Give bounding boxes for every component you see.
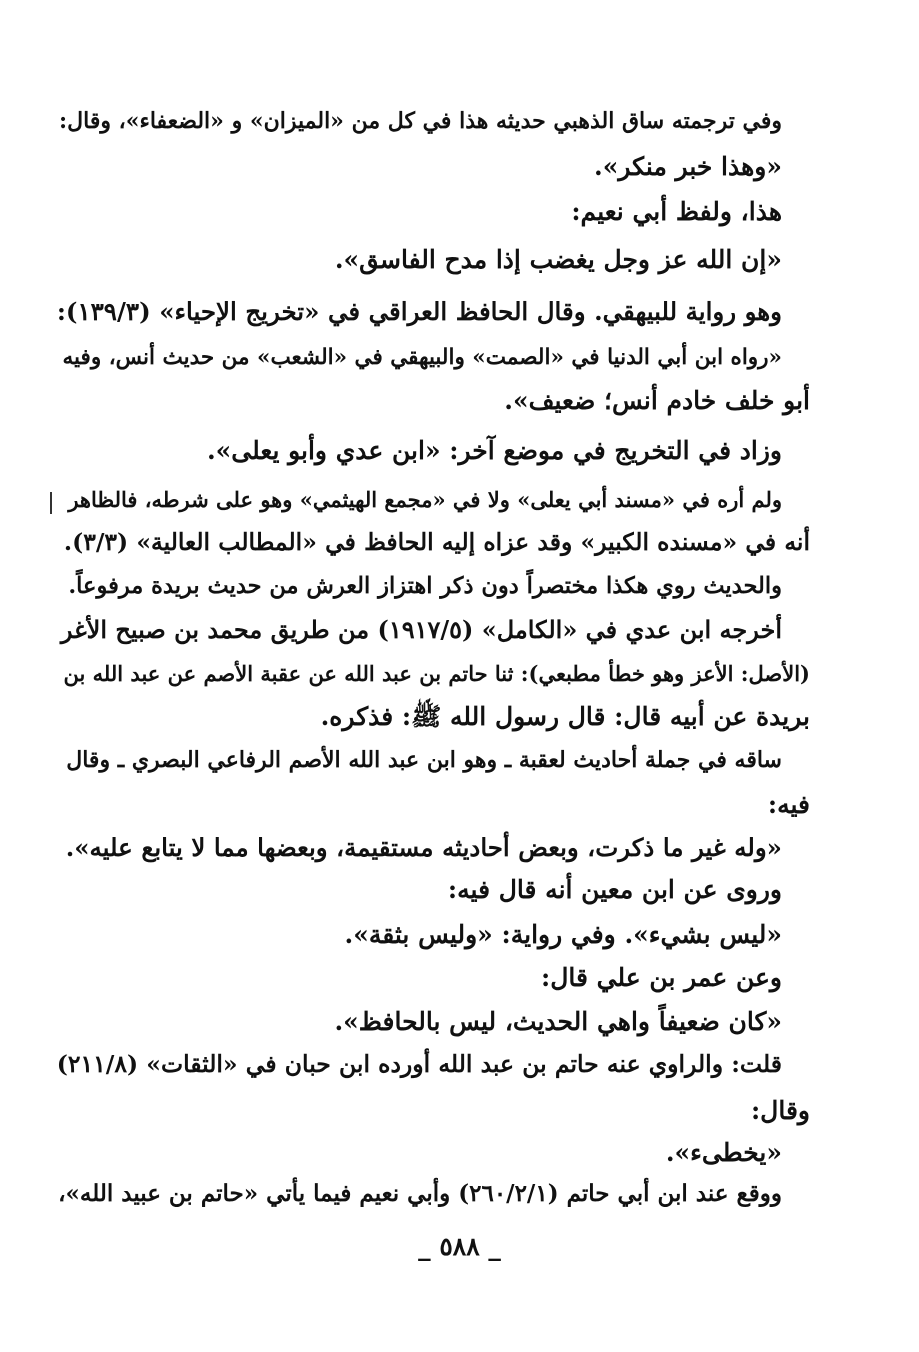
text-line: ووقع عند ابن أبي حاتم (٢٦٠/٢/١) وأبي نعيم فيما يأتي «حاتم بن عبيد الله»، [58, 1180, 782, 1207]
text-line: ساقه في جملة أحاديث لعقبة ـ وهو ابن عبد الله الأصم الرفاعي البصري ـ وقال [66, 747, 782, 773]
text-line: وقال: [750, 1096, 810, 1125]
text-line: وروى عن ابن معين أنه قال فيه: [447, 875, 782, 904]
text-line: وفي ترجمته ساق الذهبي حديثه هذا في كل من «الميزان» و «الضعفاء»، وقال: [59, 108, 782, 134]
text-line: وعن عمر بن علي قال: [541, 963, 782, 992]
text-line: أنه في «مسنده الكبير» وقد عزاه إليه الحافظ في «المطالب العالية» (٣/٣). [63, 528, 810, 556]
text-line: قلت: والراوي عنه حاتم بن عبد الله أورده ابن حبان في «الثقات» (٢١١/٨) [56, 1050, 782, 1078]
text-line: أبو خلف خادم أنس؛ ضعيف». [504, 386, 810, 415]
text-line: هذا، ولفظ أبي نعيم: [571, 197, 782, 226]
text-line: «يخطىء». [665, 1138, 782, 1167]
margin-mark [50, 492, 52, 514]
page-number: _ ٥٨٨ _ [418, 1232, 501, 1261]
text-line: بريدة عن أبيه قال: قال رسول الله ﷺ: فذكره. [320, 702, 810, 731]
text-line: وزاد في التخريج في موضع آخر: «ابن عدي وأبو يعلى». [206, 436, 782, 465]
text-line: وهو رواية للبيهقي. وقال الحافظ العراقي في «تخريج الإحياء» (١٣٩/٣): [56, 297, 782, 326]
text-line: ولم أره في «مسند أبي يعلى» ولا في «مجمع الهيثمي» وهو على شرطه، فالظاهر [68, 487, 782, 512]
text-line: «رواه ابن أبي الدنيا في «الصمت» والبيهقي في «الشعب» من حديث أنس، وفيه [62, 345, 782, 370]
text-line: «ليس بشيء». وفي رواية: «وليس بثقة». [344, 920, 782, 949]
text-line: «وله غير ما ذكرت، وبعض أحاديثه مستقيمة، وبعضها مما لا يتابع عليه». [65, 833, 782, 862]
text-line: «وهذا خبر منكر». [593, 152, 782, 181]
text-line: أخرجه ابن عدي في «الكامل» (١٩١٧/٥) من طريق محمد بن صبيح الأغر [60, 615, 782, 644]
text-line: فيه: [767, 790, 810, 819]
text-line: (الأصل: الأعز وهو خطأ مطبعي): ثنا حاتم بن عبد الله عن عقبة الأصم عن عبد الله بن [63, 661, 810, 686]
text-line: «كان ضعيفاً واهي الحديث، ليس بالحافظ». [334, 1007, 782, 1036]
text-line: والحديث روي هكذا مختصراً دون ذكر اهتزاز العرش من حديث بريدة مرفوعاً. [68, 573, 782, 599]
text-line: «إن الله عز وجل يغضب إذا مدح الفاسق». [334, 245, 782, 274]
